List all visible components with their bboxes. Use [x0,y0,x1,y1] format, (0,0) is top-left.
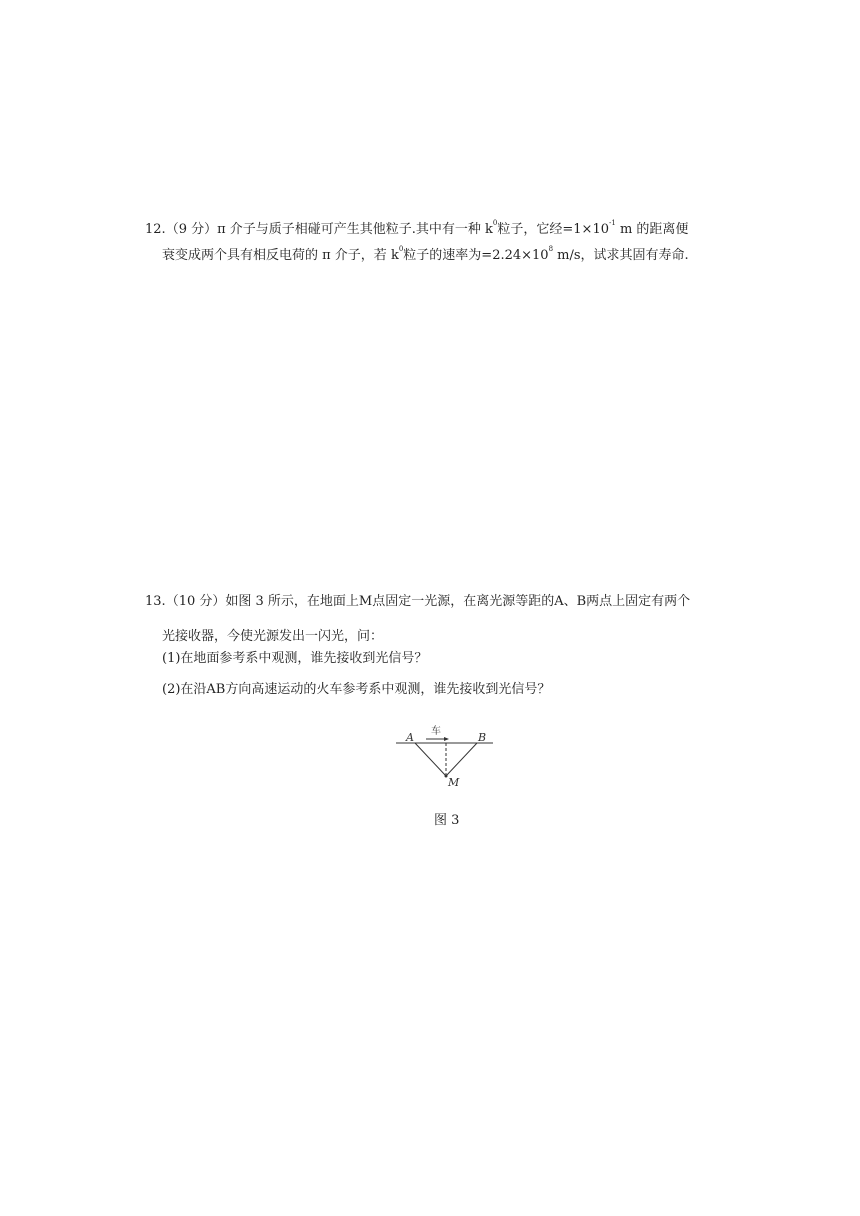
figure-3 [393,722,503,792]
line-am [415,743,446,776]
line-bm [446,743,477,776]
q13-subquestion: (1)在地面参考系中观测，谁先接收到光信号？ [162,651,428,666]
figure-caption: 图 3 [434,813,460,828]
q12-number: 12. [145,222,166,237]
q12-text: 衰变成两个具有相反电荷的 π 介子，若 k [162,248,399,263]
q13-number: 13. [145,594,166,609]
q12-line2 [162,245,689,263]
label-m: M [448,776,460,789]
figure-3-diagram [393,722,503,792]
q13-line1 [145,595,690,608]
q13-subquestion: (2)在沿AB方向高速运动的火车参考系中观测，谁先接收到光信号？ [162,682,551,697]
q12-text: π 介子与质子相碰可产生其他粒子.其中有一种 k [217,222,493,237]
q12-text: m 的距离便 [615,222,689,237]
q13-sub2 [162,683,550,696]
label-a: A [406,731,414,744]
q12-text: 粒子，它经=1×10 [497,222,609,237]
q12-line1 [145,219,689,237]
superscript: 8 [548,245,554,253]
q12-text: 粒子的速率为=2.24×10 [403,248,549,263]
superscript: 0 [398,245,404,253]
superscript: 0 [492,219,498,227]
q13-score: （10 分） [165,594,226,609]
car-arrow-head [444,737,449,741]
q13-line2 [162,630,383,643]
superscript: -1 [609,219,616,227]
q12-score: （9 分） [165,222,218,237]
label-b: B [478,731,487,744]
q13-sub1 [162,652,427,665]
label-car: 车 [431,726,441,737]
q13-text: 如图 3 所示，在地面上M点固定一光源，在离光源等距的A、B两点上固定有两个 [225,594,691,609]
q13-text: 光接收器，今使光源发出一闪光，问： [162,629,384,644]
q12-text: m/s，试求其固有寿命. [553,248,689,263]
